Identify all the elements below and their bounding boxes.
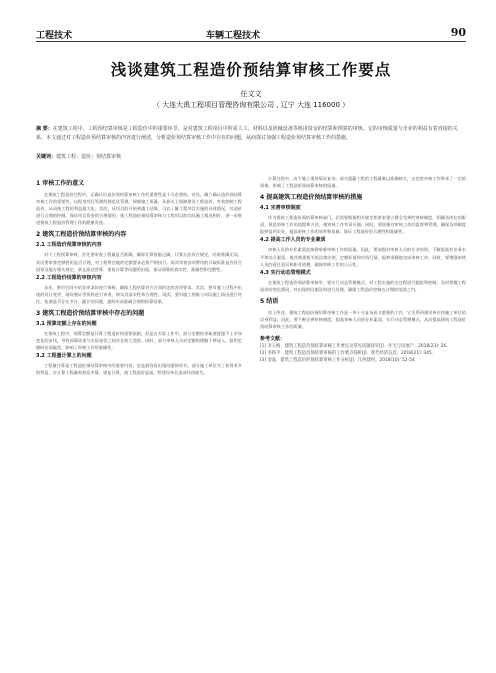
author-affiliation: （ 大连大禹工程项目管理咨询有限公司 , 辽宁 大连 116000 ） <box>152 101 350 109</box>
page-number: 90 <box>450 26 466 39</box>
body-paragraph: 综上所述，建筑工程造价预结算审核工作是一项十分复杂而又重要的工作，它关系到建设单位和施工单位的切身利益。因此，要不断完善审核制度，提高审核人员的专业素质，实行动态管理模式，从而提高建筑工程造价预结算审核工作的质量。 <box>260 309 466 330</box>
body-paragraph: 计算过程中，由于施工现场情况复杂，部分隐蔽工程的工程量难以准确核实，这也给审核工作带来了一定的困难，影响了工程造价预结算审核的质量。 <box>260 176 466 189</box>
subsection-heading: 4.2 提高工作人员的专业素质 <box>260 237 326 244</box>
body-paragraph: 在建筑工程中，预算定额是计算工程造价的重要依据。但是在实际工作中，部分定额的更新速度跟不上市场变化的步伐，导致预算结果与实际造价之间存在较大差距。同时，部分审核人员对定额的理解不够深入，套用定额时出现偏差，影响了审核工作的准确性。 <box>36 331 242 351</box>
body-paragraph: 工程量计算是工程造价预结算审核中的重要内容，也是最容易出现问题的环节。部分施工单位为了获得更多的利益，在计算工程量时故意多算、重复计算，使工程造价虚高，给建设单位造成经济损失。 <box>36 363 242 376</box>
subsection-heading: 2.2 工程造价结算的审核内容 <box>36 274 102 281</box>
abstract-text: 在建筑工程中，工程预结算审核是工程造价中的重要环节，是对建筑工程项目中所需人工、材料以及机械设备等耗用资金的结算和预算的审核。它的审核质量与企业的利益有着直接的关系。本文通过对工程造价预结算审核的内容进行阐述，分析造价预结算审核工作中存在的问题，从而探讨加强工程造价预结算审核工作的措施。 <box>36 126 458 141</box>
header-divider <box>36 41 466 42</box>
reference-item: [3] 金晶．建筑工程造价的预结算审核工作分析[J]．江西建材，2018(10): 52-54. <box>260 358 416 364</box>
keywords-label: 关键词： <box>36 154 57 160</box>
section-heading: 4 提高建筑工程造价预结算审核的措施 <box>260 194 363 202</box>
right-column <box>260 175 466 364</box>
subsection-heading: 3.1 预算定额上存在的问题 <box>36 321 97 328</box>
section-heading: 3 建筑工程造价预结算审核中存在的问题 <box>36 310 145 318</box>
keywords-text: 建筑工程；造价；预结算审核 <box>56 154 122 160</box>
reference-item: [1] 李玉梅．建筑工程造价预结算审核工作要点及常见问题探究[J]．住宅与房地产，2018(23): 26. <box>260 344 448 350</box>
article-title: 浅谈建筑工程造价预结算审核工作要点 <box>110 60 392 79</box>
section-heading: 1 审核工作的意义 <box>36 180 85 187</box>
section-heading: 2 建筑工程造价预结算审核的内容 <box>36 231 127 239</box>
body-paragraph: 在建筑工程造价预结算审核中，要实行动态管理模式，对工程实施的全过程进行跟踪和控制，及时掌握工程造价的变化情况，对出现的问题及时进行处理，确保工程造价控制在合理的范围之内。 <box>260 279 466 292</box>
subsection-heading: 4.3 实行动态管理模式 <box>260 269 311 276</box>
body-paragraph: 对于工程预算审核，首先要审查工程量是否准确，确保计算依据正确，计算方法符合规定，结果准确无误。其次要审查定额套用是否合理，对工程所在地的定额要求必须严格执行。再次审查各项费用的计取标准是否符合国家及地方相关规定，防止高估冒算、重复计算等问题的出现，保证预算的真实性、准确性和完整性。 <box>36 252 242 272</box>
body-paragraph: 在建筑工程造价过程中，正确认识造价预结算审核工作的重要性是十分必要的。首先，确立确认造价预结算审核工作的重要性，以促进项目管理的规范化管理，保障施工质量，从源头上保障建设工程造价，有效控制工程造价，从而使工程的利益最大化。其次，从项目的开始到竣工结算，可以了解工程项目实施的具体情况，对造价进行合理的控制，保证项目资金的合理使用，使工程造价预结算审核与工程项目的实际施工情况相符，进一步推进建筑工程造价管理工作的健康发展。 <box>36 192 242 226</box>
abstract-label: 摘 要： <box>36 126 53 132</box>
body-paragraph: 首先，要对合同中的各项条款进行审核，确保工程结算符合合同约定的各项要求。其次，要对施工过程中出现的设计变更、现场签证等资料进行审查，核实其真实性和合理性。再次，要对竣工图纸与实际施工情况进行对比，检查是否存在多计、漏计的问题，最终形成准确合理的结算结果。 <box>36 284 242 304</box>
subsection-heading: 3.2 工程量计算上的问题 <box>36 353 92 360</box>
keywords <box>36 153 466 161</box>
body-paragraph: 审核人员的专业素质直接影响着审核工作的质量。因此，要加强对审核人员的专业培训，不断提高其业务水平和综合素质，使其熟悉相关的法律法规、定额标准和市场行情，能够准确地完成审核工作。同时，要增强审核人员的责任意识和职业道德，确保审核工作的公正性。 <box>260 247 466 267</box>
section-heading: 5 结语 <box>260 297 279 305</box>
running-header <box>36 26 466 40</box>
left-column <box>36 175 242 377</box>
references-heading: 参考文献： <box>260 336 286 343</box>
body-paragraph: 作为建筑工程造价预结算审核部门，必须要根据相关规定和要求建立健全完善的审核制度，明确各岗位的职责，规范审核工作的流程和方法，使审核工作有章可循。同时，要加强对审核工作的监督和管理，确保各项制度能够落到实处，提高审核工作的效率和质量，保证工程造价的合理性和准确性。 <box>260 215 466 235</box>
subsection-heading: 4.1 完善审核制度 <box>260 205 301 212</box>
subsection-heading: 2.1 工程造价预算审核的内容 <box>36 242 102 249</box>
reference-item: [2] 李和平．建筑工程造价预结算审核的工作要点探析[J]．现代经济信息，2018(21): 345. <box>260 351 434 357</box>
author-name: 任文文 <box>240 90 262 98</box>
header-journal-name: 车辆工程技术 <box>206 31 261 41</box>
abstract <box>36 125 466 143</box>
header-section-label: 工程技术 <box>36 31 73 41</box>
